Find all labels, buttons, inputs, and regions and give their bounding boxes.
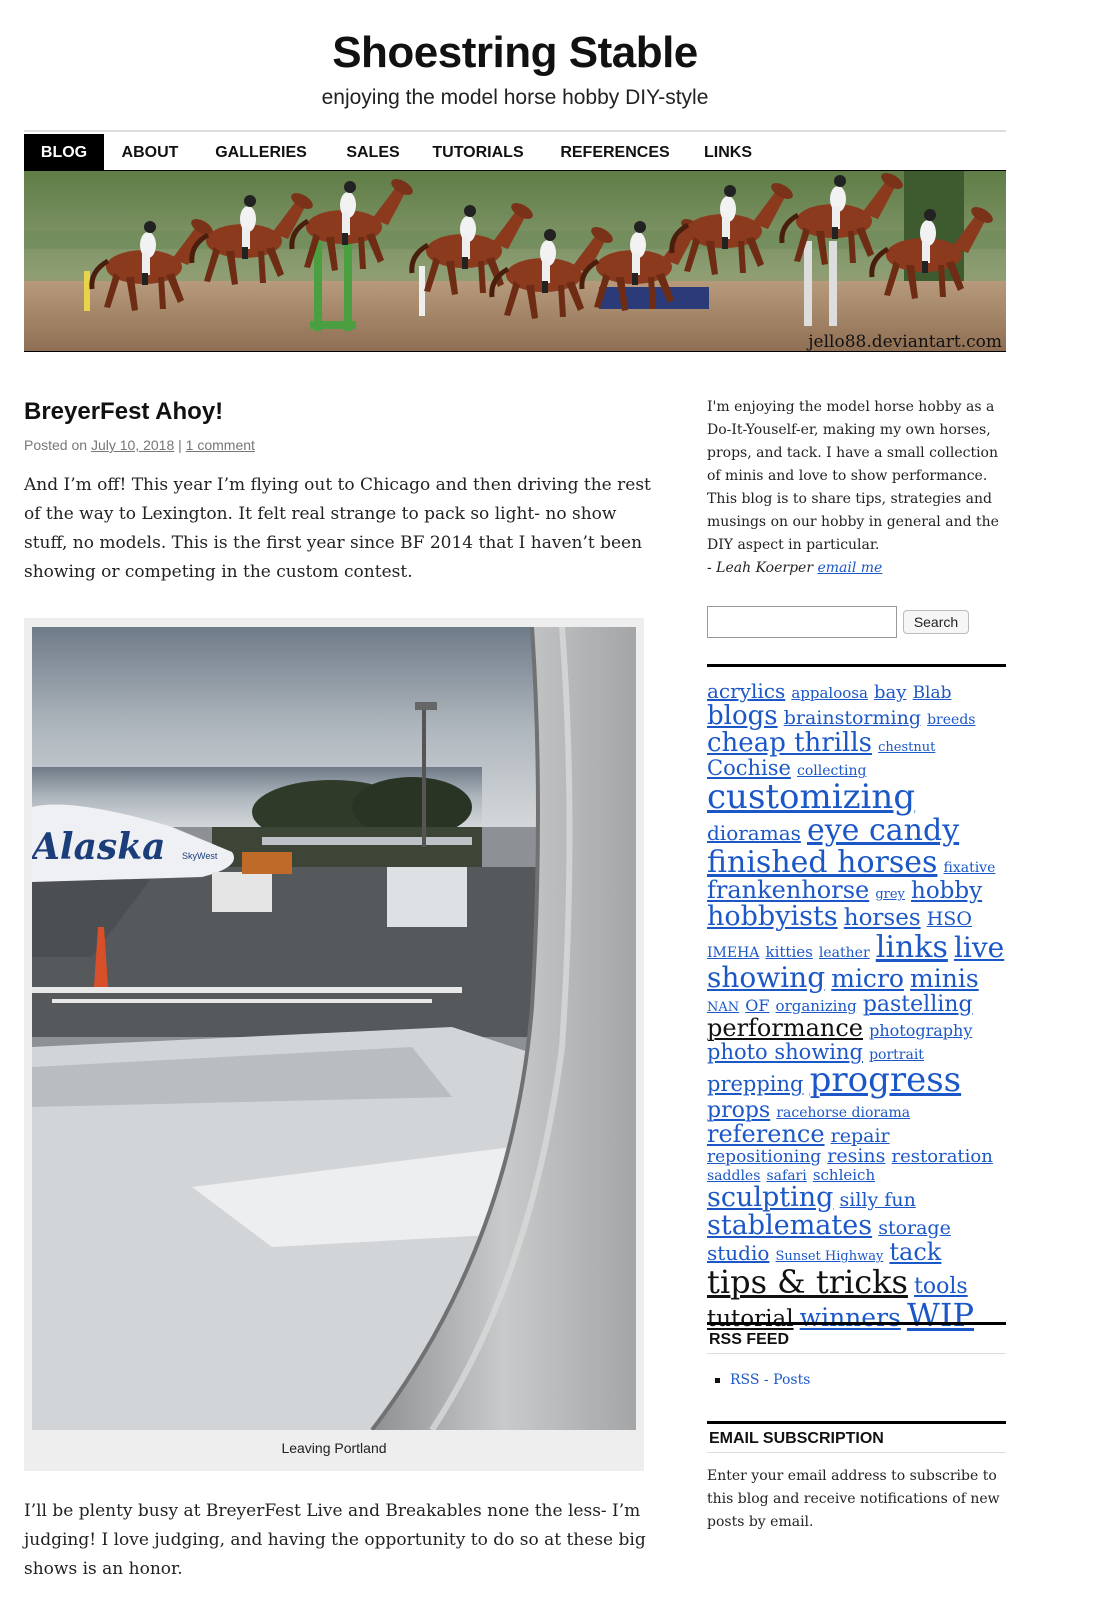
rss-bullet bbox=[715, 1378, 720, 1383]
tag-blogs[interactable]: blogs bbox=[707, 700, 778, 731]
tag-breeds[interactable]: breeds bbox=[927, 711, 976, 728]
tag-finished-horses[interactable]: finished horses bbox=[707, 844, 938, 880]
tag-racehorse-diorama[interactable]: racehorse diorama bbox=[776, 1104, 911, 1121]
post-paragraph-1: And I’m off! This year I’m flying out to Chicago and then driving the rest of the way to Lexington. It felt real strange to pack so light- no show stuff, no models. This is the first year since BF 2014 that I haven’t been showing or competing in the custom contest. bbox=[24, 475, 651, 582]
tag-grey[interactable]: grey bbox=[875, 887, 905, 903]
tag-repositioning[interactable]: repositioning bbox=[707, 1146, 822, 1167]
tag-tools[interactable]: tools bbox=[914, 1273, 968, 1299]
post-meta bbox=[24, 437, 255, 453]
tag-photography[interactable]: photography bbox=[869, 1020, 973, 1040]
tag-prepping[interactable]: prepping bbox=[707, 1071, 804, 1096]
search-input[interactable] bbox=[707, 606, 897, 638]
tag-collecting[interactable]: collecting bbox=[797, 763, 867, 780]
about-text: I'm enjoying the model horse hobby as a Do-It-Youself-er, making my own horses, props, and tack. I have a small collection of minis and love to show performance. This blog is to share tips, strategies and musings on our hobby in general and the DIY aspect in particular. bbox=[707, 399, 999, 553]
nav-about[interactable]: ABOUT bbox=[121, 144, 179, 161]
email-subscription-text: Enter your email address to subscribe to this blog and receive notifications of new posts by email. bbox=[707, 1468, 1000, 1530]
tag-pastelling[interactable]: pastelling bbox=[862, 991, 973, 1017]
nav-sales[interactable]: SALES bbox=[346, 144, 400, 161]
post-figure bbox=[24, 618, 644, 1471]
airline-sub-text: SkyWest bbox=[182, 851, 218, 861]
about-signature bbox=[707, 560, 882, 576]
tag-photo-showing[interactable]: photo showing bbox=[707, 1039, 863, 1064]
tag-winners[interactable]: winners bbox=[799, 1303, 901, 1333]
tag-fixative[interactable]: fixative bbox=[943, 859, 996, 876]
tag-frankenhorse[interactable]: frankenhorse bbox=[707, 876, 870, 905]
tag-appaloosa[interactable]: appaloosa bbox=[791, 684, 868, 702]
tag-hobbyists[interactable]: hobbyists bbox=[707, 901, 838, 933]
header-banner bbox=[24, 170, 1006, 352]
nav-references[interactable]: REFERENCES bbox=[560, 144, 670, 161]
about-signature-name: - Leah Koerper bbox=[707, 560, 814, 576]
tag-of[interactable]: OF bbox=[745, 995, 770, 1015]
tag-storage[interactable]: storage bbox=[878, 1217, 951, 1240]
tag-saddles[interactable]: saddles bbox=[707, 1167, 761, 1184]
email-subscription-title: EMAIL SUBSCRIPTION bbox=[707, 1421, 1006, 1453]
nav-tutorials[interactable]: TUTORIALS bbox=[432, 144, 524, 161]
tag-horses[interactable]: horses bbox=[843, 905, 921, 932]
nav-blog[interactable]: BLOG bbox=[24, 134, 104, 172]
tag-resins[interactable]: resins bbox=[827, 1144, 886, 1167]
tag-kitties[interactable]: kitties bbox=[765, 942, 813, 961]
nav-links[interactable]: LINKS bbox=[704, 144, 752, 161]
tag-restoration[interactable]: restoration bbox=[891, 1145, 993, 1167]
site-title[interactable]: Shoestring Stable bbox=[332, 28, 698, 77]
post-meta-separator: | bbox=[178, 437, 182, 453]
tag-leather[interactable]: leather bbox=[818, 944, 870, 961]
tag-performance[interactable]: performance bbox=[707, 1013, 864, 1042]
post-comments-link[interactable]: 1 comment bbox=[185, 437, 255, 453]
post-paragraph-2: I’ll be plenty busy at BreyerFest Live and Breakables none the less- I’m judging! I love judging, and having the opportunity to do so at these big shows is an honor. bbox=[24, 1501, 646, 1579]
tag-cochise[interactable]: Cochise bbox=[707, 756, 791, 781]
tag-tutorial[interactable]: tutorial bbox=[707, 1306, 794, 1333]
tag-organizing[interactable]: organizing bbox=[775, 996, 857, 1015]
email-me-link[interactable]: email me bbox=[817, 560, 883, 576]
tag-tack[interactable]: tack bbox=[889, 1238, 942, 1267]
tag-stablemates[interactable]: stablemates bbox=[707, 1210, 873, 1242]
tag-customizing[interactable]: customizing bbox=[707, 776, 916, 817]
tag-cloud bbox=[707, 664, 1006, 1333]
rss-list bbox=[715, 1372, 810, 1388]
tag-progress[interactable]: progress bbox=[809, 1059, 962, 1100]
tag-live-showing[interactable]: live showing bbox=[707, 930, 1005, 995]
banner-watermark: jello88.deviantart.com bbox=[808, 332, 1002, 352]
rss-feed-title: RSS FEED bbox=[707, 1322, 1006, 1354]
photo-caption: Leaving Portland bbox=[281, 1440, 387, 1456]
tag-hso[interactable]: HSO bbox=[926, 908, 972, 931]
tag-sunset-highway[interactable]: Sunset Highway bbox=[775, 1249, 884, 1265]
post-meta-prefix: Posted on bbox=[24, 437, 88, 453]
post-title[interactable]: BreyerFest Ahoy! bbox=[24, 398, 224, 425]
banner-image bbox=[24, 171, 1006, 352]
tag-hobby[interactable]: hobby bbox=[911, 878, 983, 905]
tag-imeha[interactable]: IMEHA bbox=[707, 944, 760, 961]
tag-sculpting[interactable]: sculpting bbox=[707, 1181, 834, 1213]
tag-eye-candy[interactable]: eye candy bbox=[806, 813, 960, 849]
main-nav bbox=[24, 130, 1006, 170]
site-description: enjoying the model horse hobby DIY-style bbox=[321, 86, 709, 109]
tag-dioramas[interactable]: dioramas bbox=[707, 821, 801, 846]
post-photo[interactable] bbox=[32, 627, 636, 1430]
sidebar-about bbox=[707, 396, 1007, 580]
tag-silly-fun[interactable]: silly fun bbox=[839, 1188, 916, 1211]
rss-posts-link[interactable]: RSS - Posts bbox=[730, 1372, 811, 1388]
search-button[interactable]: Search bbox=[903, 610, 969, 634]
tag-minis[interactable]: minis bbox=[910, 964, 979, 994]
tag-reference[interactable]: reference bbox=[707, 1119, 825, 1148]
tag-cheap-thrills[interactable]: cheap thrills bbox=[707, 728, 873, 759]
tag-portrait[interactable]: portrait bbox=[869, 1046, 924, 1063]
tag-acrylics[interactable]: acrylics bbox=[707, 679, 786, 703]
tag-studio[interactable]: studio bbox=[707, 1241, 770, 1266]
tag-props[interactable]: props bbox=[707, 1097, 771, 1123]
tag-repair[interactable]: repair bbox=[830, 1124, 890, 1147]
tag-nan[interactable]: NAN bbox=[707, 999, 740, 1015]
tag-links[interactable]: links bbox=[875, 929, 948, 965]
tag-brainstorming[interactable]: brainstorming bbox=[783, 706, 921, 729]
tag-schleich[interactable]: schleich bbox=[812, 1165, 876, 1184]
tag-chestnut[interactable]: chestnut bbox=[878, 740, 936, 756]
tag-micro[interactable]: micro bbox=[831, 964, 904, 994]
tag-tips-tricks[interactable]: tips & tricks bbox=[707, 1262, 908, 1301]
tag-blab[interactable]: Blab bbox=[912, 683, 952, 703]
post-date-link[interactable]: July 10, 2018 bbox=[90, 437, 175, 453]
tag-bay[interactable]: bay bbox=[874, 682, 907, 703]
airline-logo-text: Alaska bbox=[32, 826, 166, 868]
nav-galleries[interactable]: GALLERIES bbox=[215, 144, 307, 161]
tag-safari[interactable]: safari bbox=[766, 1167, 807, 1184]
airplane-window-photo bbox=[32, 627, 636, 1430]
tag-wip[interactable]: WIP bbox=[906, 1296, 974, 1335]
